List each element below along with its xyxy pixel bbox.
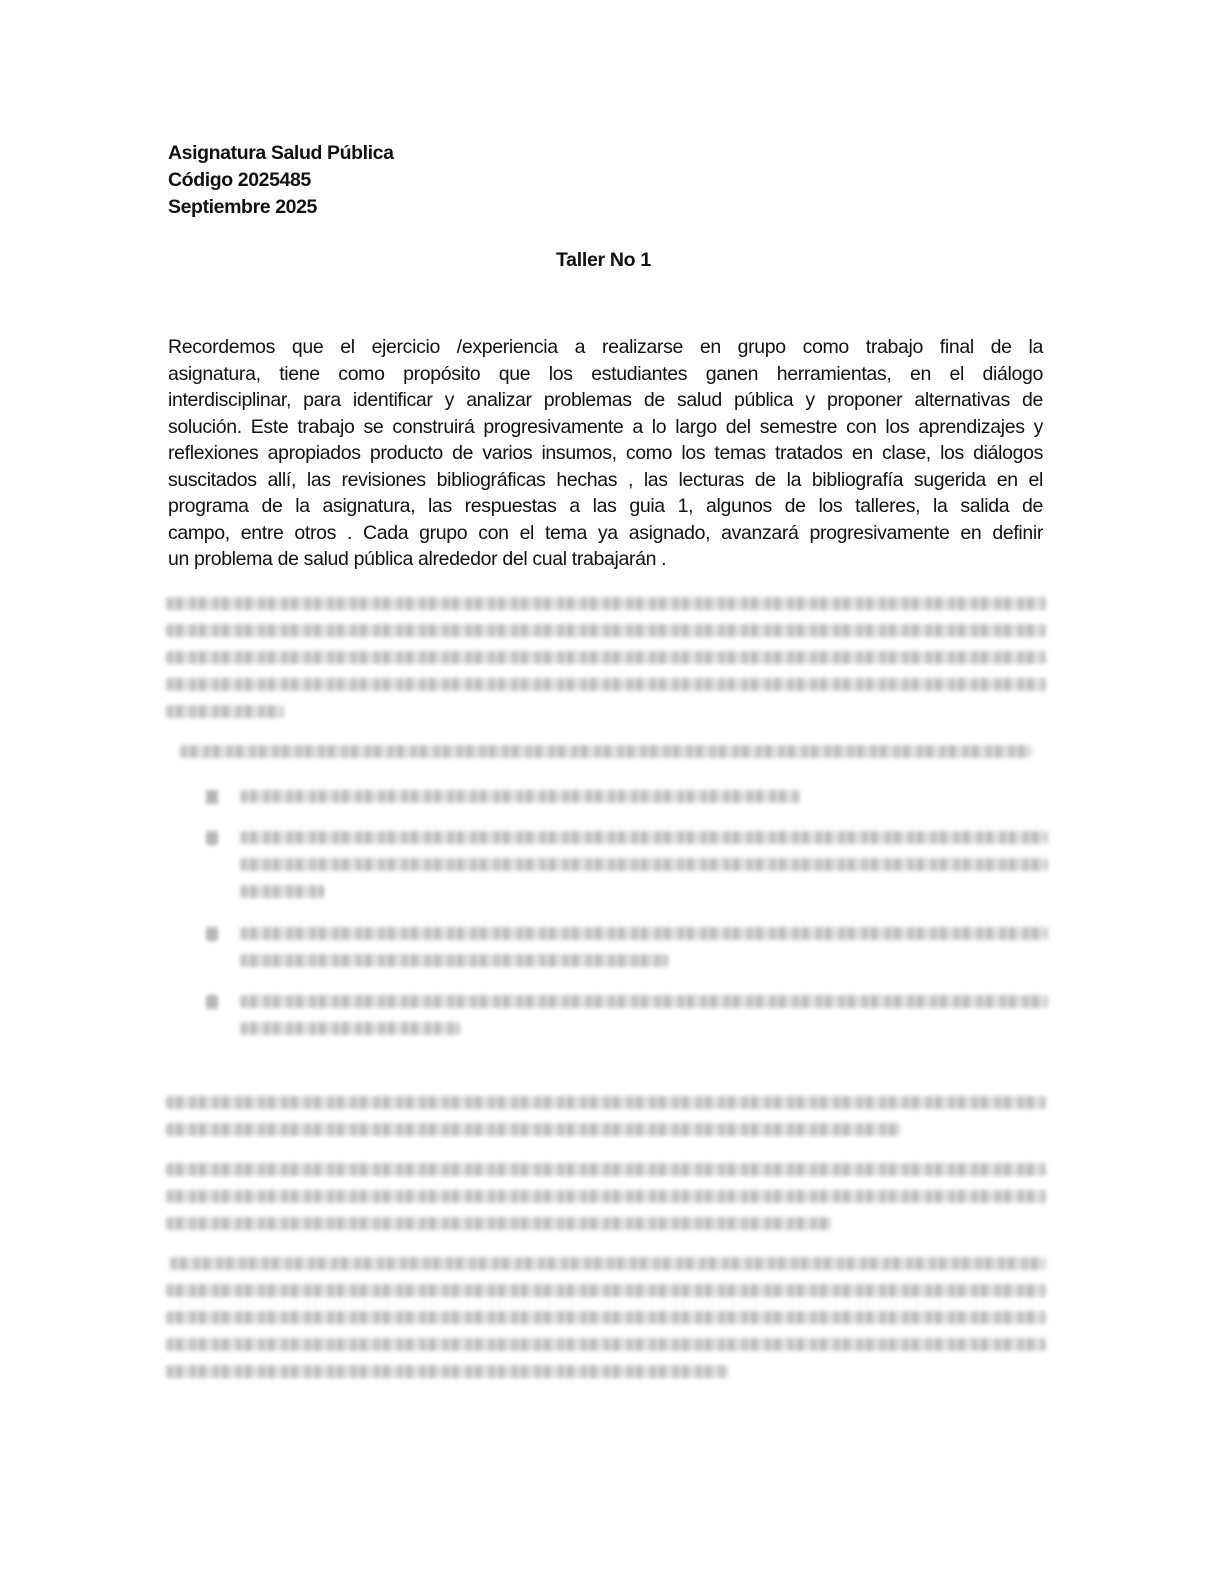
blurred-line (240, 831, 1048, 844)
blurred-line (166, 705, 284, 718)
blurred-line (240, 885, 324, 898)
blurred-line (166, 1217, 831, 1230)
intro-paragraph (168, 334, 1043, 573)
document-title: Taller No 1 (556, 249, 651, 271)
blurred-line (166, 1365, 728, 1378)
paragraph-line: un problema de salud pública alrededor del cual trabajarán . (168, 548, 667, 570)
blurred-line (166, 624, 1046, 637)
paragraph-line: reflexiones apropiados producto de varios insumos, como los temas tratados en clase, los diálogos (168, 442, 1043, 464)
course-code: Código 2025485 (168, 169, 311, 191)
paragraph-line: asignatura, tiene como propósito que los estudiantes ganen herramientas, en el diálogo (168, 362, 1043, 385)
list-number (206, 927, 218, 941)
blurred-line (170, 1257, 1046, 1270)
blurred-line (166, 1190, 1046, 1203)
blurred-line (240, 858, 1048, 871)
blurred-line (166, 1311, 1046, 1324)
course-name: Asignatura Salud Pública (168, 142, 394, 164)
blurred-line (166, 1163, 1046, 1176)
blurred-line (240, 954, 668, 967)
blurred-line (166, 678, 1046, 691)
document-date: Septiembre 2025 (168, 196, 318, 218)
paragraph-line: campo, entre otros . Cada grupo con el tema ya asignado, avanzará progresivamente en definir (168, 521, 1043, 544)
blurred-line (166, 1123, 901, 1136)
paragraph-line: programa de la asignatura, las respuestas a las guia 1, algunos de los talleres, la salida de (168, 495, 1043, 517)
blurred-line (166, 1338, 1046, 1351)
paragraph-line: suscitados allí, las revisiones bibliográficas hechas , las lecturas de la bibliografía sugerida en el (168, 468, 1043, 491)
blurred-line (166, 651, 1046, 664)
paragraph-line: Recordemos que el ejercicio /experiencia a realizarse en grupo como trabajo final de la (168, 336, 1043, 358)
blurred-line (166, 1284, 1046, 1297)
blurred-line (166, 1096, 1046, 1109)
paragraph-line: interdisciplinar, para identificar y analizar problemas de salud pública y proponer alternativas de (168, 389, 1043, 411)
blurred-line (240, 995, 1048, 1008)
blurred-line (240, 790, 800, 803)
list-number (206, 831, 218, 845)
blurred-line (180, 745, 1032, 758)
paragraph-line: solución. Este trabajo se construirá progresivamente a lo largo del semestre con los aprendizajes y (168, 415, 1043, 438)
list-number (206, 790, 218, 804)
blurred-line (166, 597, 1046, 610)
blurred-line (240, 1022, 460, 1035)
blurred-line (240, 927, 1048, 940)
list-number (206, 995, 218, 1009)
